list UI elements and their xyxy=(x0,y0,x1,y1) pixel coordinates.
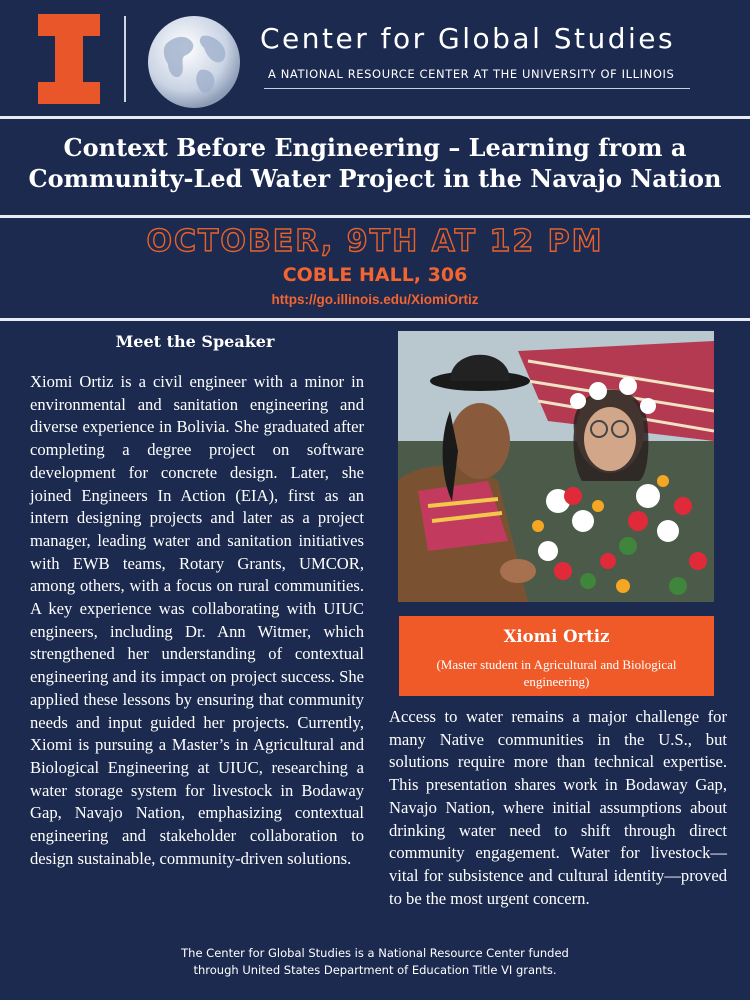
event-title: Context Before Engineering – Learning from a Community-Led Water Project in the Navajo Nation xyxy=(28,133,722,193)
illinois-block-i-icon xyxy=(38,14,100,104)
footer xyxy=(0,945,750,979)
event-date: OCTOBER, 9TH AT 12 PM xyxy=(146,224,604,259)
header-divider xyxy=(124,16,126,102)
footer-line-1: The Center for Global Studies is a National Resource Center funded xyxy=(181,946,569,960)
divider-top xyxy=(0,116,750,119)
globe-icon xyxy=(146,14,242,110)
speaker-photo xyxy=(398,331,714,602)
event-link[interactable]: https://go.illinois.edu/XiomiOrtiz xyxy=(271,292,479,307)
footer-line-2: through United States Department of Education Title VI grants. xyxy=(193,963,557,977)
speaker-heading: Meet the Speaker xyxy=(115,332,275,351)
event-location: COBLE HALL, 306 xyxy=(282,264,468,286)
divider-bottom xyxy=(0,318,750,321)
divider-mid xyxy=(0,215,750,218)
header xyxy=(0,0,750,115)
speaker-caption xyxy=(399,616,714,696)
org-subtitle: A NATIONAL RESOURCE CENTER AT THE UNIVERSITY OF ILLINOIS xyxy=(268,67,675,81)
speaker-name: Xiomi Ortiz xyxy=(503,627,610,646)
speaker-photo-illustration xyxy=(398,331,714,602)
talk-abstract: Access to water remains a major challenge for many Native communities in the U.S., but solutions require more than technical expertise. This presentation shares work in Bodaway Gap, Navajo Nation, where initial assumptions about drinking water need to shift through direct community engagement. Water for livestock—vital for subsistence and cultural identity—proved to be the most urgent concern. xyxy=(389,707,727,908)
org-name: Center for Global Studies xyxy=(260,22,676,55)
org-underline xyxy=(264,88,690,89)
speaker-role: (Master student in Agricultural and Biological engineering) xyxy=(436,657,677,689)
speaker-bio: Xiomi Ortiz is a civil engineer with a minor in environmental and sanitation engineering and diverse experience in Bolivia. She graduated after completing a degree project on software development for concrete design. Later, she joined Engineers In Action (EIA), first as an intern designing projects and later as a project manager, leading water and sanitation initiatives with EWB teams, Rotary Grants, UMCOR, among others, with a focus on rural communities. A key experience was collaborating with UIUC engineers, including Dr. Ann Witmer, which strengthened her understanding of contextual engineering and its impact on project success. She applied these lessons by ensuring that community needs and input guided her projects. Currently, Xiomi is pursuing a Master’s in Agricultural and Biological Engineering at UIUC, researching a water storage system for livestock in Bodaway Gap, Navajo Nation, emphasizing contextual engineering and stakeholder collaboration to design sustainable, community-driven solutions. xyxy=(30,372,364,868)
